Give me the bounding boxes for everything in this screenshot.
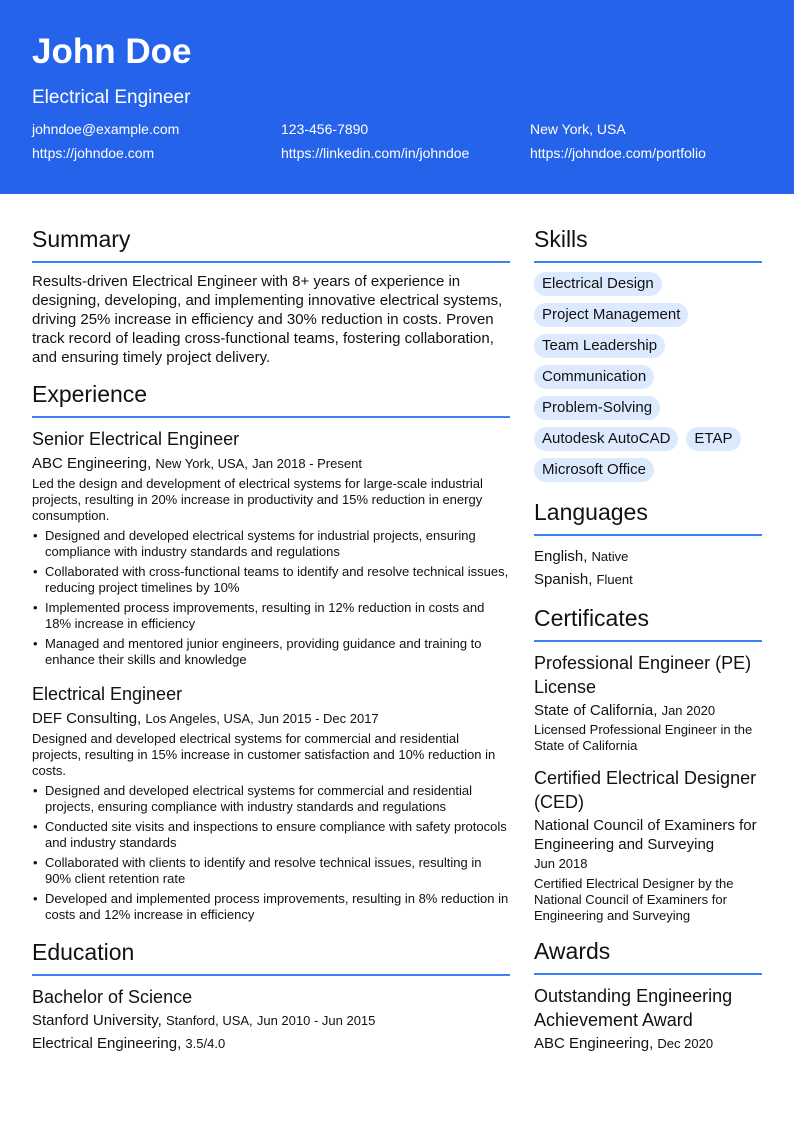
school-line <box>32 1009 510 1032</box>
linkedin-link[interactable]: https://linkedin.com/in/johndoe <box>281 145 470 161</box>
certificate-issuer-line <box>534 701 762 720</box>
skill-pill: ETAP <box>686 427 740 451</box>
award-issuer: ABC Engineering, <box>534 1035 654 1052</box>
certificate-entry <box>534 766 762 924</box>
bullet-item: • Designed and developed electrical systems for industrial projects, ensuring compliance with industry standards and regulations <box>32 528 510 560</box>
job-bullets <box>32 783 510 923</box>
job-meta <box>32 708 510 730</box>
certificate-date: Jan 2020 <box>661 703 716 718</box>
section-title: Experience <box>32 379 510 418</box>
language-item <box>534 568 762 591</box>
certificate-entry <box>534 651 762 754</box>
phone-number: 123-456-7890 <box>281 121 369 137</box>
languages-section <box>534 497 762 591</box>
portfolio-link[interactable]: https://johndoe.com/portfolio <box>530 145 706 161</box>
certificate-description: Certified Electrical Designer by the National Council of Examiners for Engineering and Surveying <box>534 876 734 923</box>
candidate-role: Electrical Engineer <box>32 87 191 108</box>
location: New York, USA <box>530 121 626 137</box>
job-bullets <box>32 528 510 668</box>
school-dates: Jun 2010 - Jun 2015 <box>256 1013 376 1028</box>
bullet-item: • Developed and implemented process improvements, resulting in 8% reduction in costs and 12% increase in efficiency <box>32 891 510 923</box>
skills-list <box>534 272 762 482</box>
degree-title: Bachelor of Science <box>32 987 193 1007</box>
certificate-title: Certified Electrical Designer (CED) <box>534 768 757 812</box>
skill-pill: Team Leadership <box>534 334 665 358</box>
job-entry <box>32 427 510 668</box>
certificate-title: Professional Engineer (PE) License <box>534 653 752 697</box>
job-company: DEF Consulting, <box>32 710 142 727</box>
section-title: Awards <box>534 936 762 975</box>
certificates-section <box>534 603 762 924</box>
bullet-item: • Managed and mentored junior engineers, providing guidance and training to enhance their skills and knowledge <box>32 636 510 668</box>
gpa: 3.5/4.0 <box>185 1036 226 1051</box>
school-name: Stanford University, <box>32 1012 162 1029</box>
job-location: Los Angeles, USA, <box>145 711 254 726</box>
field-of-study: Electrical Engineering, <box>32 1035 182 1052</box>
email-link[interactable]: johndoe@example.com <box>32 121 180 137</box>
section-title: Certificates <box>534 603 762 642</box>
skills-section <box>534 224 762 482</box>
certificate-description: Licensed Professional Engineer in the State of California <box>534 722 753 753</box>
main-column <box>32 224 510 1067</box>
bullet-item: • Implemented process improvements, resulting in 12% reduction in costs and 18% increase in efficiency <box>32 600 510 632</box>
language-level: Fluent <box>596 572 633 587</box>
certificate-issuer: National Council of Examiners for Engineering and Surveying <box>534 817 757 853</box>
job-description: Led the design and development of electrical systems for large-scale industrial projects, resulting in 20% increase in productivity and 15% reduction in energy consumption. <box>32 476 483 523</box>
experience-section <box>32 379 510 923</box>
school-location: Stanford, USA, <box>165 1013 253 1028</box>
certificate-date: Jun 2018 <box>534 856 588 871</box>
section-title: Languages <box>534 497 762 536</box>
job-location: New York, USA, <box>155 456 248 471</box>
side-column <box>534 224 762 1053</box>
job-meta <box>32 453 510 475</box>
job-title: Electrical Engineer <box>32 684 183 704</box>
skill-pill: Microsoft Office <box>534 458 654 482</box>
summary-text: Results-driven Electrical Engineer with 8+ years of experience in designing, developing, and implementing innovative electrical systems, driving 25% increase in efficiency and 30% reduction in costs. Proven track record of leading cross-functional teams, fostering collaboration, and ensuring timely project delivery. <box>32 273 503 366</box>
bullet-item: • Conducted site visits and inspections to ensure compliance with safety protocols and industry standards <box>32 819 510 851</box>
award-issuer-line <box>534 1034 762 1053</box>
field-line <box>32 1032 510 1055</box>
candidate-name: John Doe <box>32 32 192 71</box>
job-title: Senior Electrical Engineer <box>32 429 240 449</box>
skill-pill: Project Management <box>534 303 688 327</box>
bullet-item: • Designed and developed electrical systems for commercial and residential projects, ensuring compliance with industry standards and regulations <box>32 783 510 815</box>
skill-pill: Autodesk AutoCAD <box>534 427 678 451</box>
section-title: Education <box>32 937 510 976</box>
skill-pill: Electrical Design <box>534 272 662 296</box>
job-dates: Jan 2018 - Present <box>252 456 362 471</box>
contact-info <box>32 120 772 162</box>
language-name: Spanish, <box>534 571 593 588</box>
section-title: Summary <box>32 224 510 263</box>
language-item <box>534 545 762 568</box>
job-company: ABC Engineering, <box>32 455 152 472</box>
award-date: Dec 2020 <box>657 1036 714 1051</box>
website-link[interactable]: https://johndoe.com <box>32 145 155 161</box>
language-name: English, <box>534 548 588 565</box>
bullet-item: • Collaborated with cross-functional teams to identify and resolve technical issues, reducing project timelines by 10% <box>32 564 510 596</box>
resume-header <box>0 0 794 194</box>
award-title: Outstanding Engineering Achievement Award <box>534 986 733 1030</box>
section-title: Skills <box>534 224 762 263</box>
job-description: Designed and developed electrical systems for commercial and residential projects, resulting in 15% increase in customer satisfaction and 10% reduction in costs. <box>32 731 496 778</box>
skill-pill: Communication <box>534 365 654 389</box>
summary-section <box>32 224 510 367</box>
certificate-issuer: State of California, <box>534 702 658 719</box>
bullet-item: • Collaborated with clients to identify and resolve technical issues, resulting in 90% client retention rate <box>32 855 510 887</box>
awards-section <box>534 936 762 1053</box>
education-section <box>32 937 510 1055</box>
job-dates: Jun 2015 - Dec 2017 <box>257 711 379 726</box>
job-entry <box>32 682 510 923</box>
skill-pill: Problem-Solving <box>534 396 660 420</box>
language-level: Native <box>591 549 629 564</box>
